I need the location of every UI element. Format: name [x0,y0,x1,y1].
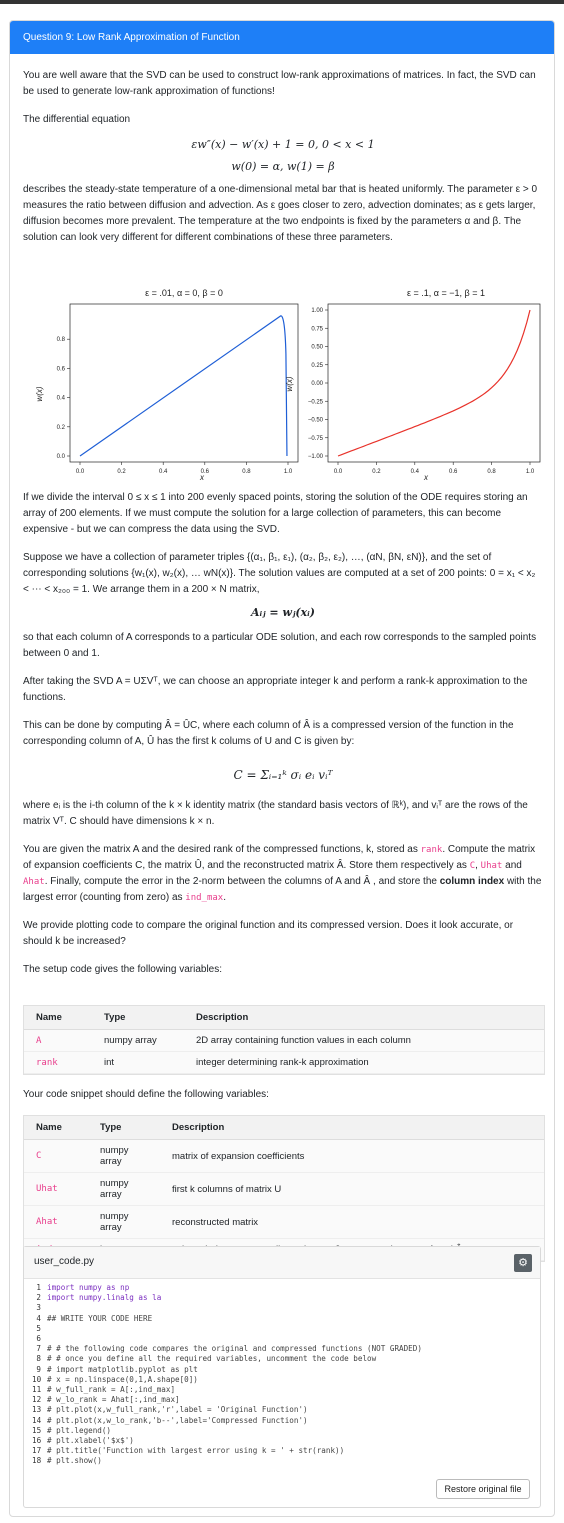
setup-header-name: Name [24,1006,92,1030]
y-tick-label: 0.75 [311,326,323,333]
output-cell-type: numpy array [88,1140,160,1173]
setup-header-type: Type [92,1006,184,1030]
inline-c: C [469,861,476,871]
code-text: # plt.title('Function with largest error using k = ' + str(rank)) [47,1446,345,1456]
line-number: 12 [32,1395,42,1405]
code-text: # plt.xlabel('$x$') [47,1436,134,1446]
setup-header-description: Description [184,1006,544,1030]
body-text-1 [23,490,543,978]
y-tick-label: 0.50 [311,344,323,351]
line-number: 8 [36,1354,41,1364]
y-tick-label: 0.00 [311,381,323,387]
line-number: 3 [36,1303,41,1313]
code-line[interactable] [32,1283,532,1293]
code-editor [23,1246,541,1508]
editor-filename: user_code.py [34,1256,95,1267]
output-header-name: Name [24,1116,88,1140]
x-tick-label: 0.6 [449,469,458,475]
code-line[interactable] [32,1334,532,1344]
line-number: 6 [36,1334,41,1344]
x-tick-label: 0.4 [159,469,168,475]
x-tick-label: 0.8 [487,469,496,475]
setup-cell-description: 2D array containing function values in each column [184,1030,544,1052]
gear-icon[interactable]: ⚙ [514,1254,532,1272]
x-tick-label: 1.0 [525,469,535,475]
x-tick-label: 1.0 [283,469,293,475]
paragraph-svd: After taking the SVD A = UΣVᵀ, we can choose an appropriate integer k and perform a rank-k approximation to the functions. [23,676,528,703]
code-line[interactable] [32,1375,532,1385]
code-text: # # the following code compares the original and compressed functions (NOT GRADED) [47,1344,422,1354]
paragraph-setup: The setup code gives the following variables: [23,964,223,975]
output-cell-description: reconstructed matrix [160,1206,544,1239]
code-area[interactable] [32,1283,532,1467]
line-number: 17 [32,1446,42,1456]
setup-cell-name: rank [24,1052,92,1074]
x-tick-label: 0.2 [372,469,381,475]
inline-uhat: Uhat [480,861,503,871]
editor-header [24,1247,540,1279]
line-number: 13 [32,1405,42,1415]
line-number: 7 [36,1344,41,1354]
line-number: 15 [32,1425,42,1435]
equation-boundary: w(0) = α, w(1) = β [231,160,335,173]
task-sep-2: and [502,860,522,871]
code-text: # plt.show() [47,1456,102,1466]
intro-equation-lead: The differential equation [23,114,131,125]
line-number: 1 [36,1283,41,1292]
code-line[interactable] [32,1344,532,1354]
task-text-3: . Finally, compute the error in the 2-norm between the columns of A and Â , and store the [44,876,440,887]
code-text: # plt.plot(x,w_lo_rank,'b--',label='Compressed Function') [47,1415,308,1425]
equation-ode: εw″(x) − w′(x) + 1 = 0, 0 < x < 1 [191,138,375,151]
table-row [24,1052,544,1074]
code-text: # x = np.linspace(0,1,A.shape[0]) [47,1374,198,1384]
table-row [24,1173,544,1206]
plot-left-xlabel: x [200,473,204,482]
code-line[interactable] [32,1426,532,1436]
inline-rank: rank [420,845,443,855]
inline-ind-max: ind_max [185,893,224,903]
x-tick-label: 0.2 [117,469,126,475]
code-text: # w_full_rank = A[:,ind_max] [47,1385,176,1395]
code-line[interactable] [32,1456,532,1466]
intro-paragraph: You are well aware that the SVD can be used to construct low-rank approximations of matrices. In fact, the SVD can be used to generate low-rank approximation of functions! [23,70,536,97]
line-number: 14 [32,1415,42,1425]
code-text: # plt.legend() [47,1425,112,1435]
task-text-2: . Compute the matrix of expansion coefficients C, the matrix Û, and the reconstructed matrix Â. Store them respectively as [23,844,536,871]
code-text: ## WRITE YOUR CODE HERE [47,1313,153,1323]
code-text: # w_lo_rank = Ahat[:,ind_max] [47,1395,180,1405]
table-row [24,1140,544,1173]
setup-cell-type: int [92,1052,184,1074]
code-line[interactable] [32,1303,532,1313]
output-variables-table [23,1115,545,1262]
plot-left-title: ε = .01, α = 0, β = 0 [145,288,223,298]
line-number: 2 [36,1293,41,1303]
code-text: import numpy as np [47,1283,130,1292]
y-tick-label: −0.75 [307,435,323,442]
x-tick-label: 0.6 [200,469,209,475]
code-line[interactable] [32,1385,532,1395]
code-line[interactable] [32,1395,532,1405]
code-text: # import matplotlib.pyplot as plt [47,1364,198,1374]
line-number: 18 [32,1456,42,1466]
code-line[interactable] [32,1324,532,1334]
plot-right-axes [328,304,540,462]
output-cell-type: numpy array [88,1173,160,1206]
restore-original-button[interactable]: Restore original file [436,1479,530,1499]
y-tick-label: 0.0 [56,454,65,460]
x-tick-label: 0.0 [333,469,343,475]
y-tick-label: 0.6 [56,366,65,373]
code-line[interactable] [32,1314,532,1324]
code-line[interactable] [32,1405,532,1415]
inline-ahat: Ahat [23,877,45,887]
setup-cell-type: numpy array [92,1030,184,1052]
paragraph-plotting: We provide plotting code to compare the original function and its compressed version. Does it look accurate, or should k be increased? [23,920,514,947]
question-body [23,68,543,246]
y-tick-label: −0.25 [307,399,323,406]
output-cell-description: matrix of expansion coefficients [160,1140,544,1173]
paragraph-compute: This can be done by computing Â = ÛC, where each column of Â is a compressed version of the function in the corresponding column of A, Û has the first k colums of U and C is given by: [23,720,514,747]
x-tick-label: 0.4 [410,469,419,475]
top-bar [0,0,564,4]
y-tick-label: 0.8 [56,337,65,344]
code-line[interactable] [32,1354,532,1364]
setup-cell-name: A [24,1030,92,1052]
plot-right-title: ε = .1, α = −1, β = 1 [407,288,485,298]
paragraph-columns: so that each column of A corresponds to a particular ODE solution, and each row corresponds to the sampled points between 0 and 1. [23,632,537,659]
code-text: # # once you define all the required variables, uncomment the code below [47,1354,377,1364]
setup-cell-description: integer determining rank-k approximation [184,1052,544,1074]
paragraph-interval: If we divide the interval 0 ≤ x ≤ 1 into 200 evenly spaced points, storing the solution of the ODE requires storing an array of 200 elements. If we must compute the solution for a large collection of parameters, this can become expensive - but we can compress the data using the SVD. [23,492,528,535]
output-cell-description: first k columns of matrix U [160,1173,544,1206]
code-line[interactable] [32,1416,532,1426]
table-row [24,1030,544,1052]
paragraph-outputs: Your code snippet should define the following variables: [23,1089,269,1100]
line-number: 10 [32,1374,42,1384]
y-tick-label: −1.00 [307,454,323,460]
code-line[interactable] [32,1365,532,1375]
x-tick-label: 0.0 [75,469,85,475]
output-header-description: Description [160,1116,544,1140]
code-text: import numpy.linalg as la [47,1293,162,1303]
line-number: 16 [32,1436,42,1446]
plot-left-ylabel: w(x) [35,386,44,402]
intro-description: describes the steady-state temperature of a one-dimensional metal bar that is heated uniformly. The parameter ε > 0 measures the ratio between diffusion and advection. As ε goes closer to zero, advection dominates; as ε gets larger, diffusion becomes more prevalent. The temperature at the two endpoints is fixed by the parameters α and β. The solution can look very different for different combinations of these three parameters. [23,184,538,243]
y-tick-label: −0.50 [307,417,323,424]
equation-matrix: Aᵢⱼ = wⱼ(xᵢ) [250,606,315,619]
task-text-4: with the largest error (counting from zero) as [23,876,542,903]
question-title: Question 9: Low Rank Approximation of Function [10,21,554,54]
task-bold-column-index: column index [439,876,505,887]
line-number: 5 [36,1323,41,1333]
equation-c: C = Σᵢ₌₁ᵏ σᵢ eᵢ vᵢᵀ [233,768,333,782]
code-line[interactable] [32,1446,532,1456]
paragraph-task: You are given the matrix A and the desired rank of the compressed functions, k, stored as rank. Compute the matrix of expansion coefficients C, the matrix Û, and the reconstructed matrix Â. Store them respectively as C, Uhat and Ahat. Finally, compute the error in the 2-norm between the columns of A and Â , and store the column index with the largest error (counting from zero) as ind_max. [23,844,542,903]
output-header-type: Type [88,1116,160,1140]
code-text: # plt.plot(x,w_full_rank,'r',label = 'Original Function') [47,1405,308,1415]
output-cell-name: Ahat [24,1206,88,1239]
plot-right-ylabel: w(x) [285,376,294,392]
line-number: 9 [36,1364,41,1374]
plot-right [285,288,540,482]
y-tick-label: 1.00 [311,308,323,314]
plot-left [35,288,298,482]
code-line[interactable] [32,1436,532,1446]
task-sep-1: , [475,860,481,871]
task-text-1: You are given the matrix A and the desired rank of the compressed functions, k, stored as [23,844,421,855]
line-number: 11 [32,1385,42,1395]
code-line[interactable] [32,1293,532,1303]
paragraph-basis: where eᵢ is the i-th column of the k × k identity matrix (the standard basis vectors of ℝᵏ), and vᵢᵀ are the rows of the matrix Vᵀ. C should have dimensions k × n. [23,800,528,827]
table-row [24,1206,544,1239]
output-cell-type: numpy array [88,1206,160,1239]
plot-right-xlabel: x [424,473,428,482]
output-cell-name: Uhat [24,1173,88,1206]
y-tick-label: 0.4 [56,395,65,402]
paragraph-parameters: Suppose we have a collection of parameter triples {(α₁, β₁, ε₁), (α₂, β₂, ε₂), …, (αN, βN, εN)}, and the set of corresponding solutions {w₁(x), w₂(x), … wN(x)}. The solution values are computed at a set of 200 points: 0 = x₁ < x₂ < ⋯ < x₂₀₀ = 1. We arrange them in a 200 × N matrix, [23,552,536,595]
y-tick-label: 0.2 [56,424,65,431]
setup-variables-table [23,1005,545,1075]
x-tick-label: 0.8 [242,469,251,475]
output-cell-name: C [24,1140,88,1173]
plots-figure [22,284,542,484]
line-number: 4 [36,1313,41,1323]
y-tick-label: 0.25 [311,362,323,369]
